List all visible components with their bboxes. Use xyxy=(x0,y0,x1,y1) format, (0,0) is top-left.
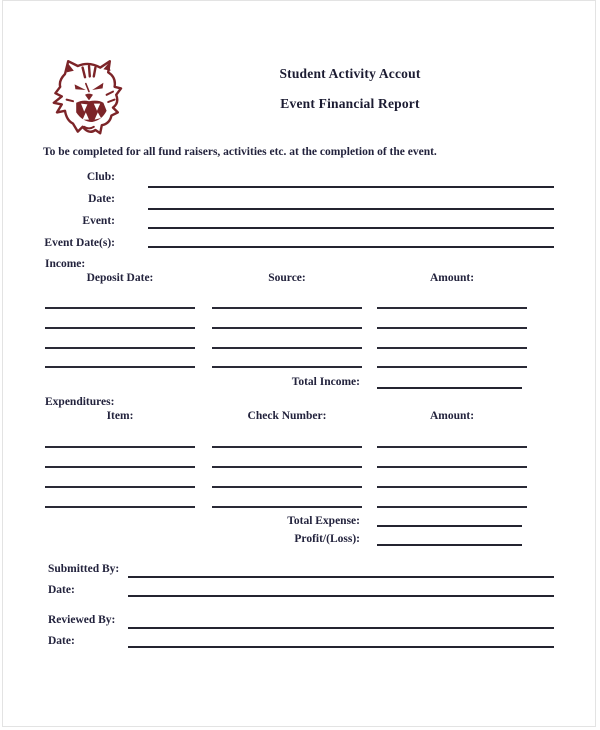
income-row3-source-line[interactable] xyxy=(212,347,362,349)
income-section-label: Income: xyxy=(45,258,86,270)
expense-row1-check-line[interactable] xyxy=(212,446,362,448)
total-expense-input-line[interactable] xyxy=(377,525,522,527)
document-subtitle: Event Financial Report xyxy=(280,96,420,111)
expense-col-item: Item: xyxy=(106,410,134,422)
expenditures-section-label: Expenditures: xyxy=(45,396,115,408)
expense-row3-amount-line[interactable] xyxy=(377,486,527,488)
income-row1-source-line[interactable] xyxy=(212,307,362,309)
date-label: Date: xyxy=(88,193,115,205)
expense-row3-check-line[interactable] xyxy=(212,486,362,488)
event-input-line[interactable] xyxy=(148,227,554,229)
expense-row1-amount-line[interactable] xyxy=(377,446,527,448)
date-input-line[interactable] xyxy=(148,208,554,210)
reviewed-date-input-line[interactable] xyxy=(128,646,554,648)
income-col-amount: Amount: xyxy=(429,272,475,284)
event-dates-input-line[interactable] xyxy=(148,246,554,248)
income-row3-deposit-line[interactable] xyxy=(45,347,195,349)
tiger-icon xyxy=(49,56,129,140)
tiger-mascot-logo xyxy=(49,56,129,140)
event-label: Event: xyxy=(82,215,115,227)
expense-row3-item-line[interactable] xyxy=(45,486,195,488)
expense-row2-check-line[interactable] xyxy=(212,466,362,468)
income-col-deposit-date: Deposit Date: xyxy=(86,272,154,284)
total-income-input-line[interactable] xyxy=(377,387,522,389)
expense-row4-check-line[interactable] xyxy=(212,506,362,508)
reviewed-by-input-line[interactable] xyxy=(128,627,554,629)
total-expense-label: Total Expense: xyxy=(287,515,360,527)
document-title: Student Activity Accout xyxy=(279,66,421,81)
event-dates-label: Event Date(s): xyxy=(44,237,115,249)
submitted-by-label: Submitted By: xyxy=(48,563,120,575)
income-col-source: Source: xyxy=(268,272,306,284)
income-row2-amount-line[interactable] xyxy=(377,327,527,329)
club-input-line[interactable] xyxy=(148,186,554,188)
submitted-date-label: Date: xyxy=(48,584,75,596)
reviewed-by-label: Reviewed By: xyxy=(48,614,116,626)
expense-col-amount: Amount: xyxy=(429,410,475,422)
submitted-date-input-line[interactable] xyxy=(128,595,554,597)
income-row4-amount-line[interactable] xyxy=(377,366,527,368)
expense-row2-amount-line[interactable] xyxy=(377,466,527,468)
submitted-by-input-line[interactable] xyxy=(128,576,554,578)
profit-loss-label: Profit/(Loss): xyxy=(294,533,360,545)
instruction-text: To be completed for all fund raisers, activities etc. at the completion of the event. xyxy=(43,146,437,158)
total-income-label: Total Income: xyxy=(291,376,360,388)
expense-row2-item-line[interactable] xyxy=(45,466,195,468)
income-row1-deposit-line[interactable] xyxy=(45,307,195,309)
expense-row4-amount-line[interactable] xyxy=(377,506,527,508)
expense-row1-item-line[interactable] xyxy=(45,446,195,448)
profit-loss-input-line[interactable] xyxy=(377,544,522,546)
expense-col-check-number: Check Number: xyxy=(247,410,327,422)
income-row2-deposit-line[interactable] xyxy=(45,327,195,329)
income-row2-source-line[interactable] xyxy=(212,327,362,329)
income-row1-amount-line[interactable] xyxy=(377,307,527,309)
income-row3-amount-line[interactable] xyxy=(377,347,527,349)
expense-row4-item-line[interactable] xyxy=(45,506,195,508)
income-row4-source-line[interactable] xyxy=(212,366,362,368)
income-row4-deposit-line[interactable] xyxy=(45,366,195,368)
club-label: Club: xyxy=(86,171,115,183)
reviewed-date-label: Date: xyxy=(48,635,75,647)
